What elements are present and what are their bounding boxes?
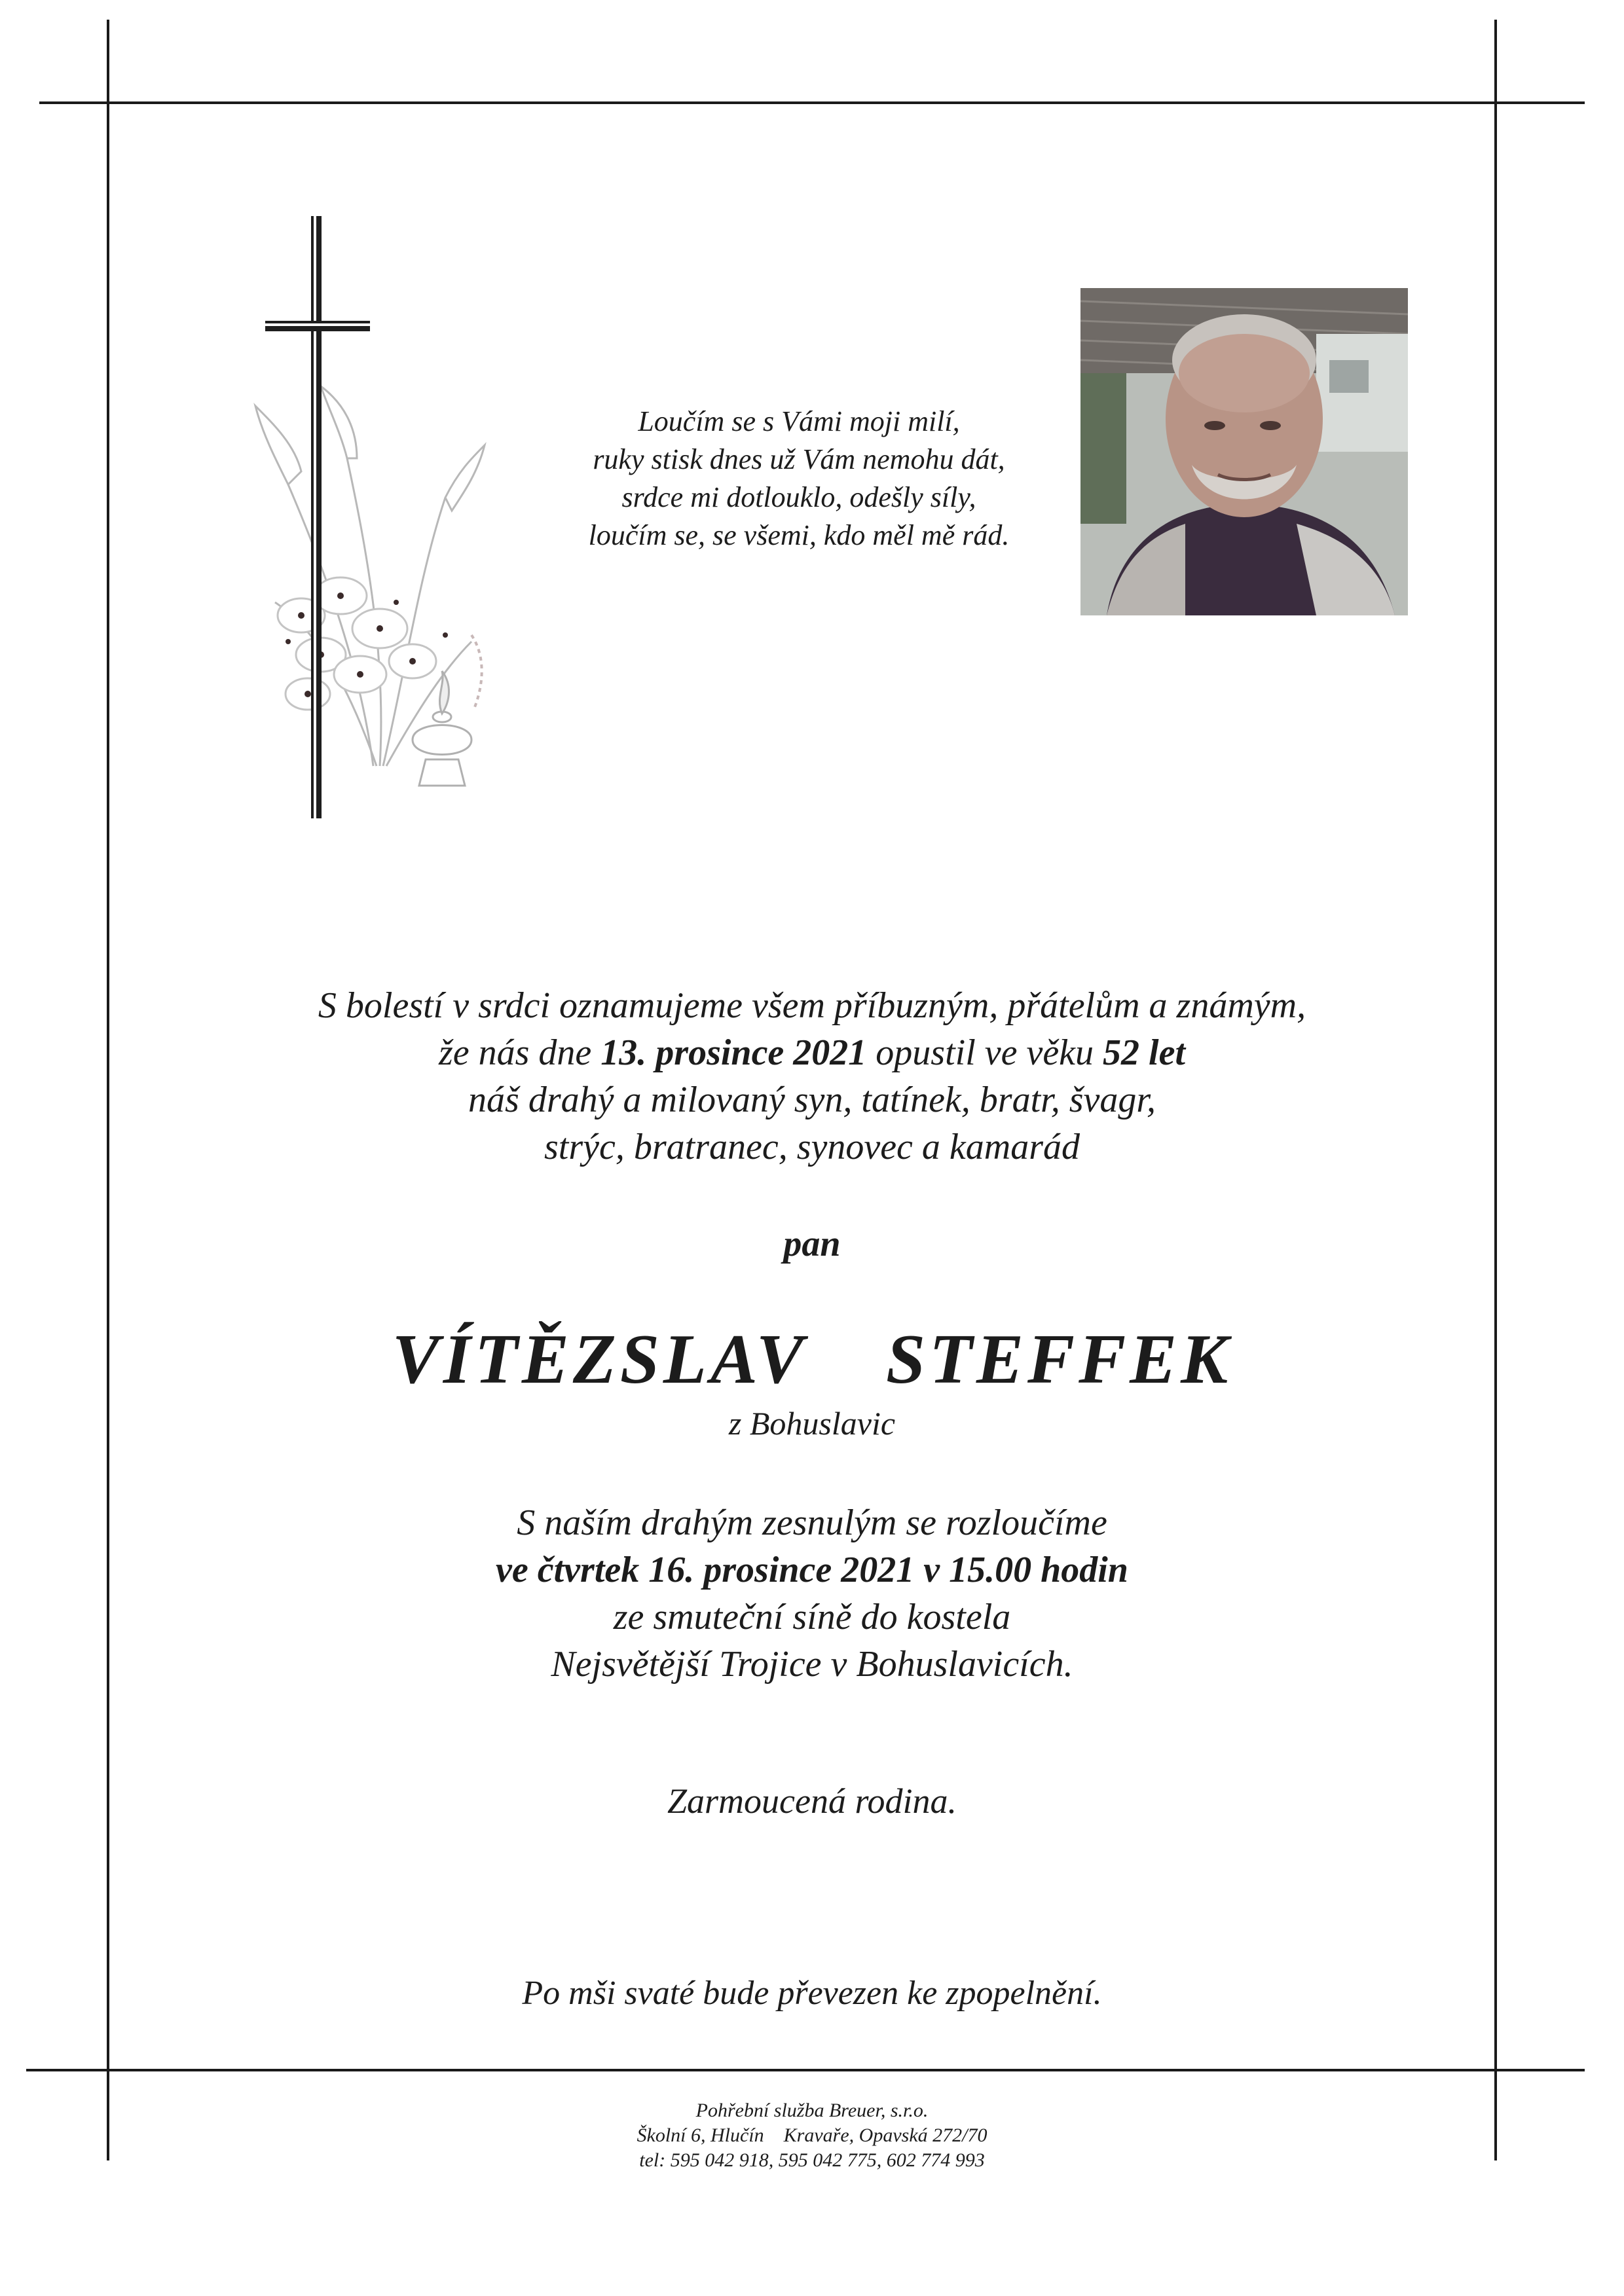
poem-line: srdce mi dotlouklo, odešly síly, xyxy=(621,481,976,513)
ceremony-line: Nejsvětější Trojice v Bohuslavicích. xyxy=(551,1644,1073,1685)
cremation-note: Po mši svaté bude převezen ke zpopelnění. xyxy=(522,1975,1102,2012)
announcement-prefix: že nás dne xyxy=(438,1032,601,1073)
family-signature: Zarmoucená rodina. xyxy=(667,1781,957,1821)
announcement-middle: opustil ve věku xyxy=(866,1032,1103,1073)
funeral-service-footer xyxy=(0,2098,1624,2173)
ceremony-datetime: ve čtvrtek 16. prosince 2021 v 15.00 hodin xyxy=(496,1550,1128,1590)
footer-company: Pohřební služba Breuer, s.r.o. xyxy=(695,2100,929,2121)
announcement-text xyxy=(0,982,1624,1171)
ceremony-line: S naším drahým zesnulým se rozloučíme xyxy=(517,1503,1107,1543)
poem-line: ruky stisk dnes už Vám nemohu dát, xyxy=(593,443,1005,475)
announcement-line: S bolestí v srdci oznamujeme všem příbuzným, přátelům a známým, xyxy=(318,985,1306,1026)
poem-line: Loučím se s Vámi moji milí, xyxy=(638,405,960,437)
announcement-line: strýc, bratranec, synovec a kamarád xyxy=(544,1127,1080,1167)
honorific-title: pan xyxy=(783,1224,841,1264)
farewell-poem xyxy=(471,403,1126,555)
deceased-name: VÍTĚZSLAV STEFFEK xyxy=(392,1321,1232,1398)
origin-place: z Bohuslavic xyxy=(728,1405,896,1442)
portrait-photo xyxy=(1080,288,1408,615)
footer-address: Školní 6, Hlučín Kravaře, Opavská 272/70 xyxy=(637,2124,987,2146)
death-date: 13. prosince 2021 xyxy=(600,1032,867,1073)
frame-bottom-line xyxy=(26,2069,1585,2071)
poem-line: loučím se, se všemi, kdo měl mě rád. xyxy=(588,519,1010,551)
announcement-line xyxy=(0,1029,1624,1076)
ceremony-text xyxy=(0,1499,1624,1688)
frame-top-line xyxy=(39,101,1585,104)
ceremony-line: ze smuteční síně do kostela xyxy=(613,1597,1011,1637)
footer-phones: tel: 595 042 918, 595 042 775, 602 774 993 xyxy=(639,2149,985,2171)
announcement-line: náš drahý a milovaný syn, tatínek, bratr, švagr, xyxy=(468,1080,1156,1120)
age: 52 let xyxy=(1103,1032,1186,1073)
cross-decoration-icon xyxy=(249,210,498,825)
